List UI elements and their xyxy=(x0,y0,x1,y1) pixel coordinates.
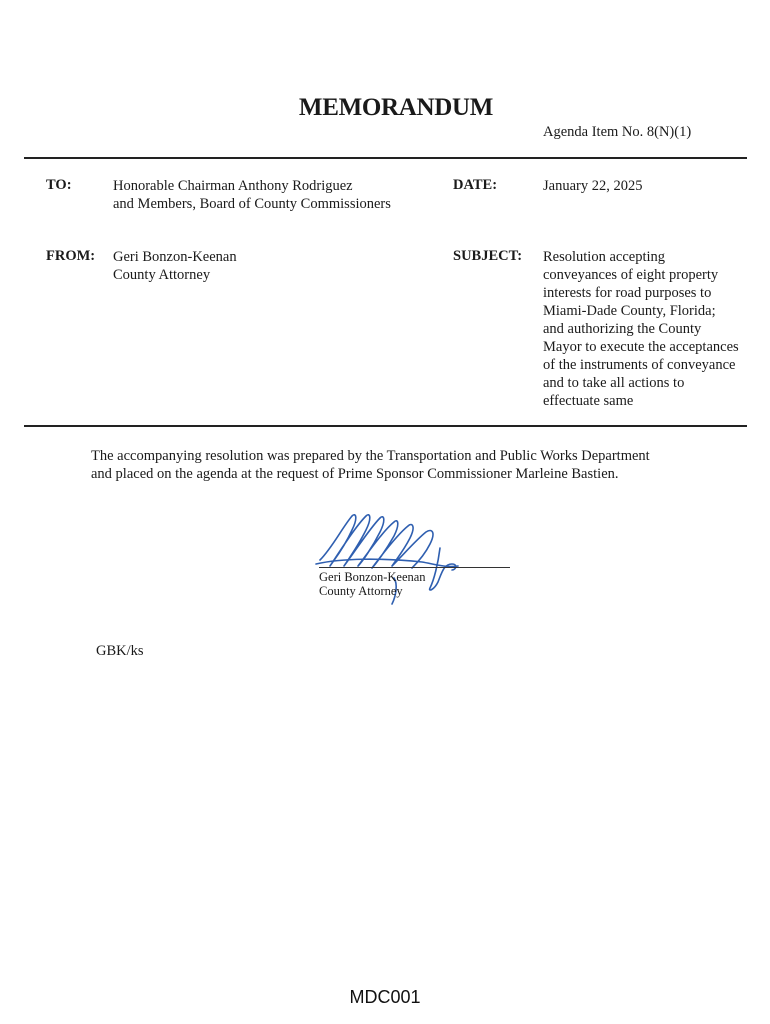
footer-document-code: MDC001 xyxy=(349,987,421,1007)
to-line-1: Honorable Chairman Anthony Rodriguez xyxy=(113,178,353,194)
subject-text xyxy=(543,248,758,410)
subject-line: Mayor to execute the acceptances xyxy=(543,339,739,355)
signatory-title: County Attorney xyxy=(319,584,403,598)
subject-line: and to take all actions to xyxy=(543,375,685,391)
subject-line: effectuate same xyxy=(543,393,634,409)
subject-label: SUBJECT: xyxy=(453,248,523,264)
body-line-1: The accompanying resolution was prepared by the Transportation and Public Works Department xyxy=(91,448,650,464)
to-label: TO: xyxy=(46,177,72,193)
to-line-2: and Members, Board of County Commissioners xyxy=(113,196,391,212)
agenda-item-number: Agenda Item No. 8(N)(1) xyxy=(543,124,692,140)
from-label: FROM: xyxy=(46,248,96,264)
memo-title: MEMORANDUM xyxy=(298,94,494,121)
signatory-name: Geri Bonzon-Keenan xyxy=(319,570,426,584)
subject-line: Miami-Dade County, Florida; xyxy=(543,303,716,319)
date-label: DATE: xyxy=(453,177,498,193)
date-value: January 22, 2025 xyxy=(543,178,643,194)
subject-line: interests for road purposes to xyxy=(543,285,712,301)
to-recipient xyxy=(113,177,391,213)
signature-line xyxy=(319,567,510,568)
body-line-2: and placed on the agenda at the request of Prime Sponsor Commissioner Marleine Bastien. xyxy=(91,466,619,482)
top-divider xyxy=(24,157,747,159)
subject-line: Resolution accepting xyxy=(543,249,666,265)
subject-line: of the instruments of conveyance xyxy=(543,357,736,373)
subject-line: conveyances of eight property xyxy=(543,267,719,283)
body-paragraph xyxy=(91,447,711,483)
from-line-2: County Attorney xyxy=(113,267,211,283)
from-line-1: Geri Bonzon-Keenan xyxy=(113,249,237,265)
subject-line: and authorizing the County xyxy=(543,321,702,337)
typist-initials: GBK/ks xyxy=(96,643,144,659)
bottom-divider xyxy=(24,425,747,427)
from-sender xyxy=(113,248,237,284)
